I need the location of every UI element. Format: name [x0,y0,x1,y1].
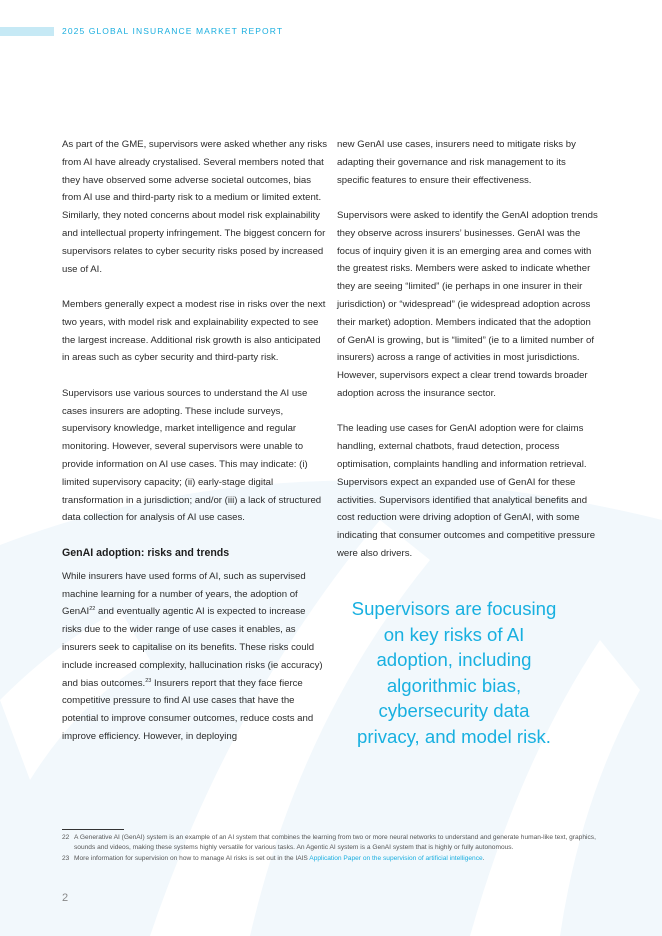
left-column [62,136,327,763]
footnote-item [62,854,602,864]
footnote-link[interactable]: Application Paper on the supervision of artificial intelligence [309,854,483,862]
footnote-number: 23 [62,854,70,862]
footnote-divider [62,829,124,830]
paragraph: As part of the GME, supervisors were asked whether any risks from AI have already crystalised. Several members noted that they have observed some adverse societal outcomes, bias from AI use and third-party risk to a medium or limited extent. Similarly, they noted concerns about model risk explainability and intellectual property infringement. The biggest concern for supervisors relates to cyber security risks posed by increased use of AI. [62,139,327,275]
footnote-text: More information for supervision on how to manage AI risks is set out in the IAIS [74,854,310,862]
paragraph: Members generally expect a modest rise in risks over the next two years, with model risk and explainability expected to see the largest increase. Additional risk growth is also anticipated in areas such as cyber security and third-party risk. [62,298,326,364]
paragraph-text: While insurers have used forms of AI, such as supervised machine learning for a number of years, the adoption of GenAI [62,570,306,618]
footnote-text-suffix: . [482,854,485,862]
paragraph: Supervisors were asked to identify the GenAI adoption trends they observe across insurers’ businesses. GenAI was the focus of inquiry given it is an emerging area and comes with the greatest risks. Members were asked to indicate whether they are seeing “limited” (ie perhaps in one insurer in their jurisdiction) or “widespread” (ie widespread adoption across their market) adoption. Members indicated that the adoption of GenAI is growing, but is “limited” (ie to a limited number of insurers) across a range of activities in most jurisdictions. However, supervisors expect a clear trend towards broader adoption across the insurance sector. [337,209,598,399]
pull-quote: Supervisors are focusing on key risks of AI adoption, including algorithmic bias, cybersecurity data privacy, and model risk. [351,598,557,747]
paragraph: Supervisors use various sources to understand the AI use cases insurers are adopting. These include surveys, supervisory knowledge, market intelligence and regular monitoring. However, several supervisors were unable to provide information on AI use cases. This may indicate: (i) limited supervisory capacity; (ii) early-stage digital transformation in a jurisdiction; and/or (iii) a lack of structured data collection for analysis of AI use cases. [62,387,322,524]
paragraph: new GenAI use cases, insurers need to mitigate risks by adapting their governance and risk management to its specific features to ensure their effectiveness. [337,139,576,186]
right-column [337,136,599,580]
paragraph: The leading use cases for GenAI adoption were for claims handling, external chatbots, fraud detection, process optimisation, complaints handling and information retrieval. Supervisors expect an expanded use of GenAI for these activities. Supervisors identified that analytical benefits and cost reduction were driving adoption of GenAI, with some indicating that consumer outcomes and competitive pressure were also drivers. [337,423,596,559]
footnotes [62,833,602,864]
header-accent-bar [0,27,54,36]
footnote-item [62,833,602,853]
footnote-text: A Generative AI (GenAI) system is an example of an AI system that combines the learning from two or more neural networks to understand and generate human-like text, graphics, sounds and videos, making these systems highly versatile for various tasks. An Agentic AI system is a GenAI system that is highly or fully autonomous. [74,834,596,851]
footnote-ref[interactable]: 23 [145,677,152,684]
section-heading: GenAI adoption: risks and trends [62,546,230,559]
footnote-number: 22 [62,834,70,841]
paragraph-text: and eventually agentic AI is expected to increase risks due to the wider range of use cases it enables, as insurers seek to capitalise on its benefits. These risks could include increased complexity, hallucination risks (ie accuracy) and bias outcomes. [62,606,323,689]
report-header-title: 2025 GLOBAL INSURANCE MARKET REPORT [62,26,284,36]
footnote-ref[interactable]: 22 [89,606,96,613]
paragraph [62,568,327,746]
paragraph-text: Insurers report that they face fierce competitive pressure to find AI use cases that have the potential to improve consumer outcomes, reduce costs and improve efficiency. However, in deploying [62,677,314,742]
page-number: 2 [62,892,69,904]
